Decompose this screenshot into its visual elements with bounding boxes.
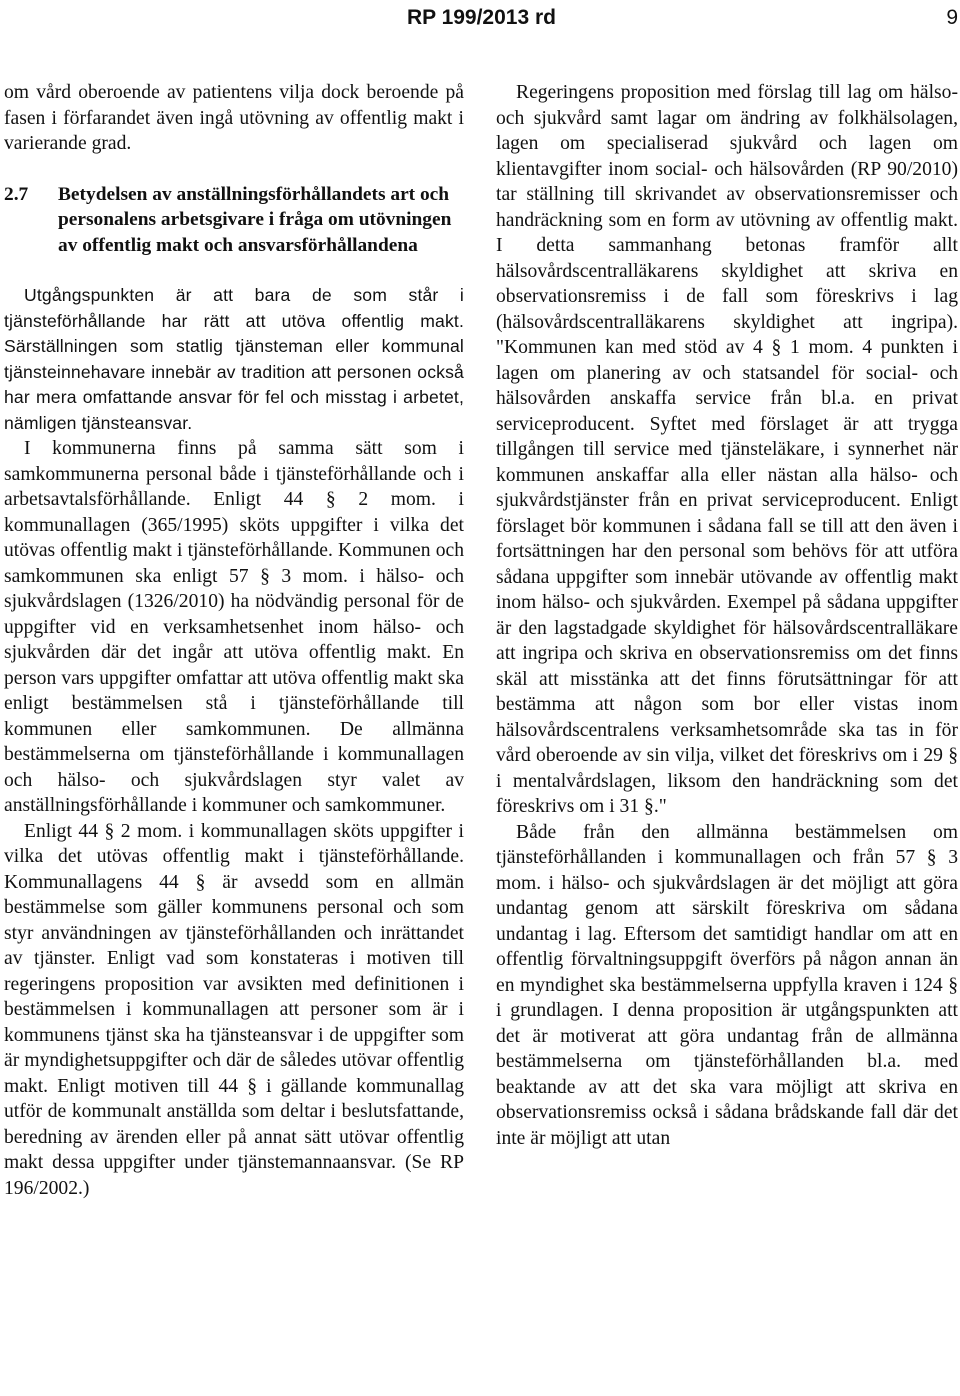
section-heading (4, 182, 464, 259)
right-column (496, 80, 958, 1396)
document-reference: RP 199/2013 rd (406, 6, 556, 29)
paragraph-tjansteansvar: Utgångspunkten är att bara de som står i tjänsteförhållande har rätt att utöva offentlig makt. Särställningen som statlig tjänsteman eller kommunal tjänsteinnehavare innebär av tradition att personen också har mera omfattande ansvar för fel och misstag i arbetet, nämligen tjänsteansvar. (4, 285, 464, 433)
paragraph-continuation: om vård oberoende av patientens vilja dock beroende på fasen i förfarandet även ingå utövning av offentlig makt i varierande grad. (4, 82, 464, 154)
page-header (0, 4, 960, 32)
paragraph-undantag: Både från den allmänna bestämmelsen om tjänsteförhållanden i kommunallagen och från 57 § 3 mom. i hälso- och sjukvårdslagen är det möjligt att göra undantag genom att särskilt föreskriva om sådana undantag i lag. Eftersom det samtidigt handlar om att en offentlig förvaltningsuppgift överförs på någon annan än en myndighet ska bestämmelserna uppfylla kraven i 124 § i grundlagen. I denna proposition är utgångspunkten att det är motiverat att göra undantag från de allmänna bestämmelserna om tjänsteförhållanden bl.a. med beaktande av att det ska vara möjligt att skriva en observationsremiss också i sådana brådskande fall där det inte är möjligt att utan (496, 821, 958, 1149)
section-title: Betydelsen av anställningsförhållandets art och personalens arbetsgivare i fråga om utövningen av offentlig makt och ansvarsförhållandena (58, 183, 452, 256)
paragraph-kommunallagen: Enligt 44 § 2 mom. i kommunallagen sköts uppgifter i vilka det utövas offentlig makt i tjänsteförhållande. Kommunallagens 44 § är avsedd som en allmän bestämmelse som gäller kommunens personal och som styr användningen av tjänsteförhållanden och inrättandet av tjänster. Enligt vad som konstateras i motiven till regeringens proposition var avsikten med definitionen i bestämmelsen i kommunallagen att personer som är i kommunens tjänst ska ha tjänsteansvar i de uppgifter som är myndighetsuppgifter och där de således utövar offentlig makt. Enligt motiven till 44 § i gällande kommunallag utför de kommunalt anställda som deltar i beslutsfattande, beredning av ärenden eller på annat sätt utövar offentlig makt dessa uppgifter under tjänstemannaansvar. (Se RP 196/2002.) (4, 820, 464, 1199)
paragraph-regeringens-proposition: Regeringens proposition med förslag till lag om hälso- och sjukvård samt lagar om ändring av folkhälsolagen, lagen om specialiserad sjukvård och lagen om klientavgifter inom social- och hälsovården (RP 90/2010) tar ställning till skrivandet av observationsremisser och handräckning som en form av utövning av offentlig makt. I detta sammanhang betonas framför allt hälsovårdscentralläkarens skyldighet att skriva en observationsremiss i de fall som föreskrivs i lag (hälsovårdscentralläkarens skyldighet att ingripa). "Kommunen kan med stöd av 4 § 1 mom. 4 punkten i lagen om planering av och statsandel för social- och hälsovården anskaffa service från bl.a. en privat serviceproducent. Syftet med förslaget är att trygga tillgången till service med tjänsteläkare, i synnerhet när kommunen anskaffar alla eller nästan alla hälso- och sjukvårdstjänster från en privat serviceproducent. Enligt förslaget bör kommunen i sådana fall se till att den även i fortsättningen har den personal som behövs för att utföra sådana uppgifter som innebär utövande av offentlig makt inom hälso- och sjukvården. Exempel på sådana uppgifter är den lagstadgade skyldighet för hälsovårdscentralläkare att ingripa och skriva en observationsremiss om det finns skäl att misstänka att det finns förutsättningar för att bestämma att någon som bor eller vistas inom hälsovårdscentralens verksamhetsområde ska tas in för vård oberoende av sin vilja, vilket det föreskrivs om i 29 § i mentalvårdslagen, liksom den handräckning som det föreskrivs om i 31 §." (496, 82, 958, 817)
section-number: 2.7 (4, 183, 29, 205)
left-column (4, 80, 464, 1396)
page-number: 9 (946, 6, 958, 29)
paragraph-kommunerna: I kommunerna finns på samma sätt som i samkommunerna personal både i tjänsteförhållande och i arbetsavtalsförhållande. Enligt 44 § 2 mom. i kommunallagen (365/1995) sköts uppgifter i vilka det utövas offentlig makt i tjänsteförhållande. Kommunen och samkommunen ska enligt 57 § 3 mom. i hälso- och sjukvårdslagen (1326/2010) ha nödvändig personal för de uppgifter vid en verksamhetsenhet inom hälso- och sjukvården där det ingår att utöva offentlig makt. En person vars uppgifter omfattar att utöva offentlig makt ska enligt bestämmelsen stå i tjänsteförhållande till kommunen eller samkommunen. De allmänna bestämmelserna om tjänsteförhållande i kommunallagen och hälso- och sjukvårdslagen styr valet av anställningsförhållande i kommuner och samkommuner. (4, 438, 464, 816)
